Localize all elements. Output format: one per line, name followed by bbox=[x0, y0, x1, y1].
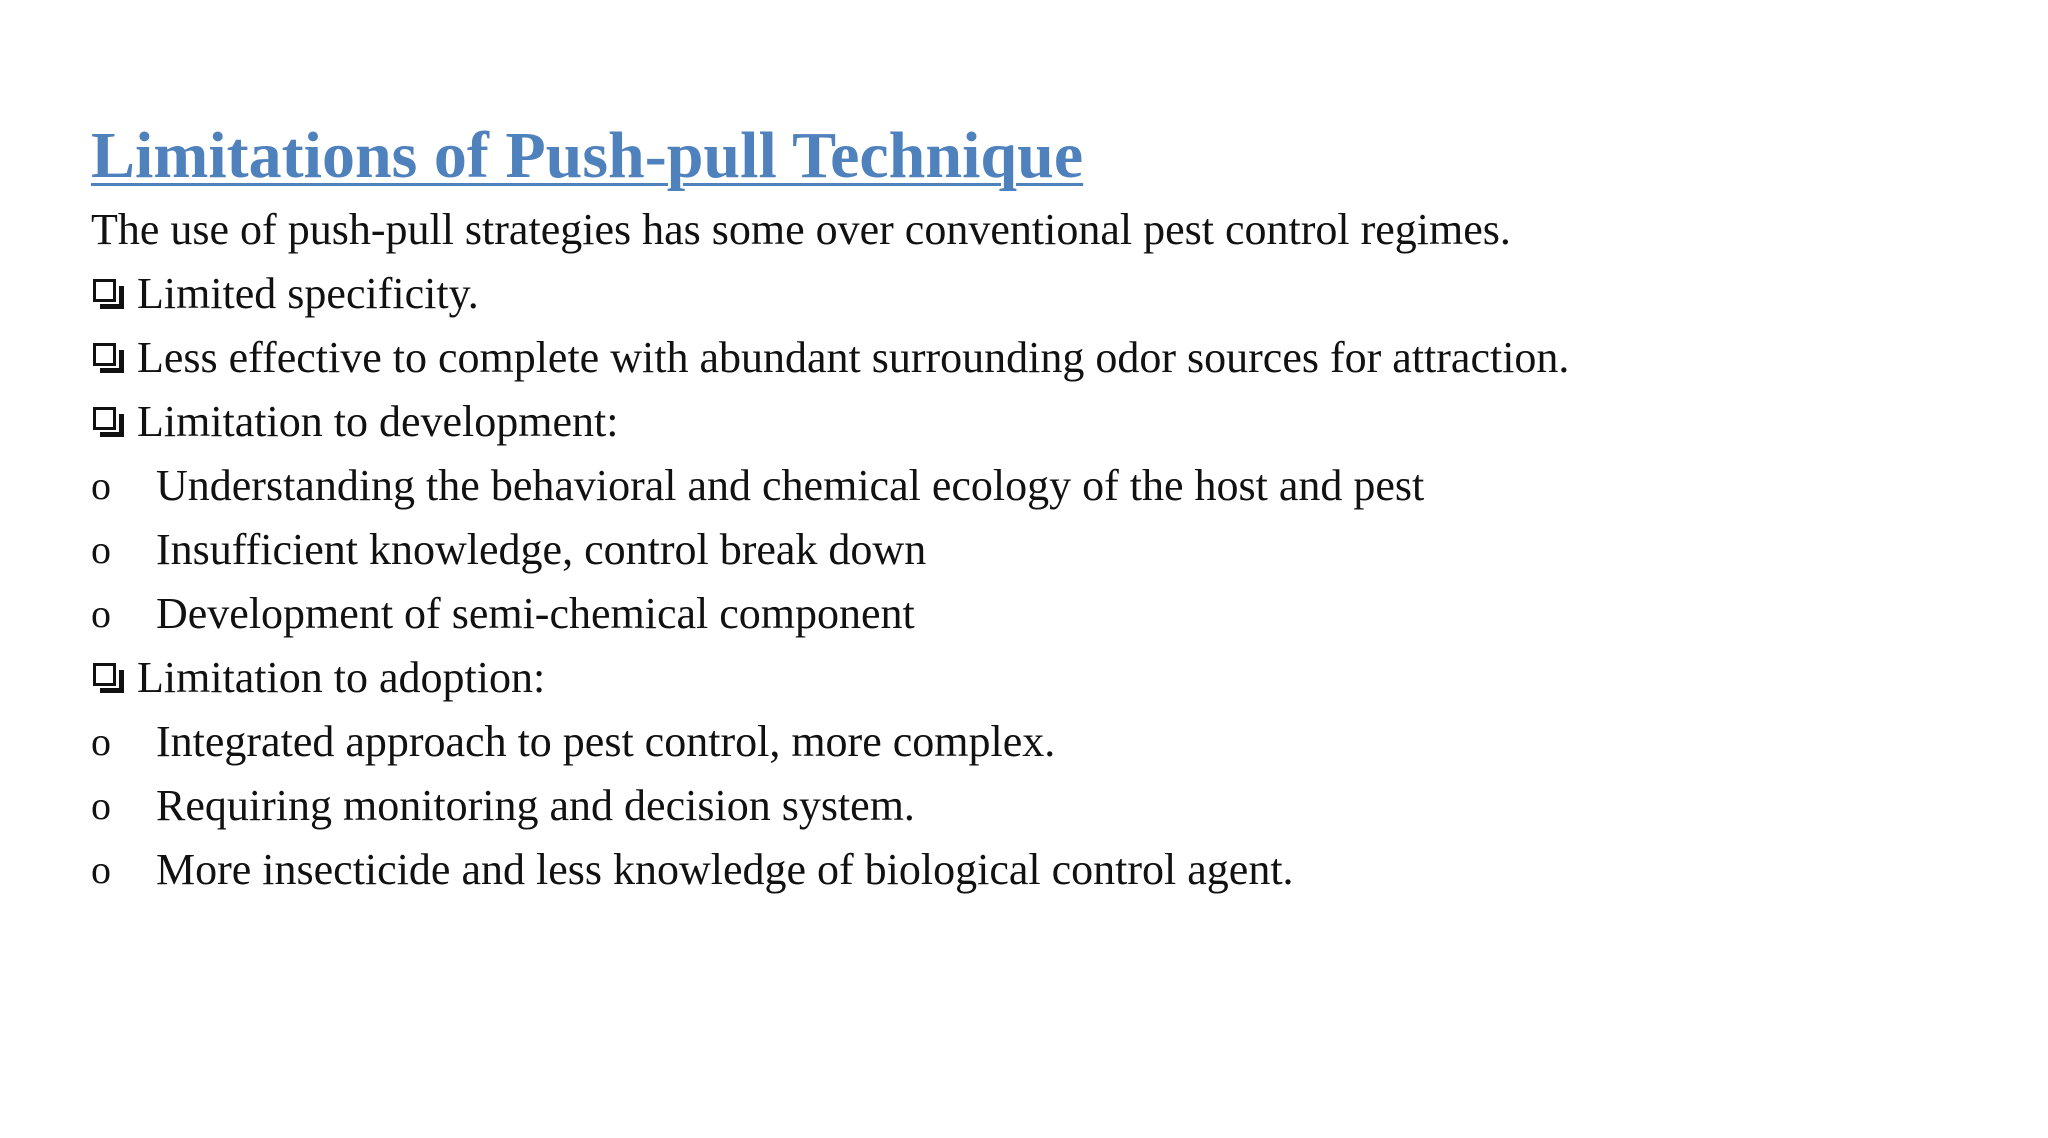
circle-bullet-icon: o bbox=[91, 719, 111, 764]
sub-list-item bbox=[91, 710, 1991, 774]
circle-bullet-icon: o bbox=[91, 527, 111, 572]
sub-list-item-text: Development of semi-chemical component bbox=[156, 589, 915, 638]
sub-list-item bbox=[91, 518, 1991, 582]
list-item bbox=[91, 262, 1991, 326]
list-item-text: Less effective to complete with abundant surrounding odor sources for attraction. bbox=[137, 333, 1570, 382]
sub-list-item bbox=[91, 582, 1991, 646]
sub-list-item-text: Understanding the behavioral and chemical ecology of the host and pest bbox=[156, 461, 1425, 510]
sub-list-item bbox=[91, 838, 1991, 902]
intro-text: The use of push-pull strategies has some over conventional pest control regimes. bbox=[91, 205, 1511, 254]
list-item-text: Limited specificity. bbox=[137, 269, 479, 318]
list-item bbox=[91, 326, 1991, 390]
slide-title: Limitations of Push-pull Technique bbox=[91, 119, 1084, 192]
checkbox-bullet-icon bbox=[91, 390, 127, 454]
sub-list-item-text: Integrated approach to pest control, more complex. bbox=[156, 717, 1056, 766]
list-item-text: Limitation to development: bbox=[137, 397, 619, 446]
intro-line bbox=[91, 198, 1991, 262]
circle-bullet-icon: o bbox=[91, 463, 111, 508]
sub-list-item-text: Requiring monitoring and decision system. bbox=[156, 781, 915, 830]
circle-bullet-icon: o bbox=[91, 783, 111, 828]
sub-list-item-text: Insufficient knowledge, control break down bbox=[156, 525, 927, 574]
sub-list-item bbox=[91, 774, 1991, 838]
checkbox-bullet-icon bbox=[91, 646, 127, 710]
list-item bbox=[91, 390, 1991, 454]
checkbox-bullet-icon bbox=[91, 326, 127, 390]
slide-body bbox=[91, 198, 1991, 902]
circle-bullet-icon: o bbox=[91, 591, 111, 636]
list-item bbox=[91, 646, 1991, 710]
sub-list-item-text: More insecticide and less knowledge of biological control agent. bbox=[156, 845, 1294, 894]
checkbox-bullet-icon bbox=[91, 262, 127, 326]
sub-list-item bbox=[91, 454, 1991, 518]
list-item-text: Limitation to adoption: bbox=[137, 653, 546, 702]
circle-bullet-icon: o bbox=[91, 847, 111, 892]
